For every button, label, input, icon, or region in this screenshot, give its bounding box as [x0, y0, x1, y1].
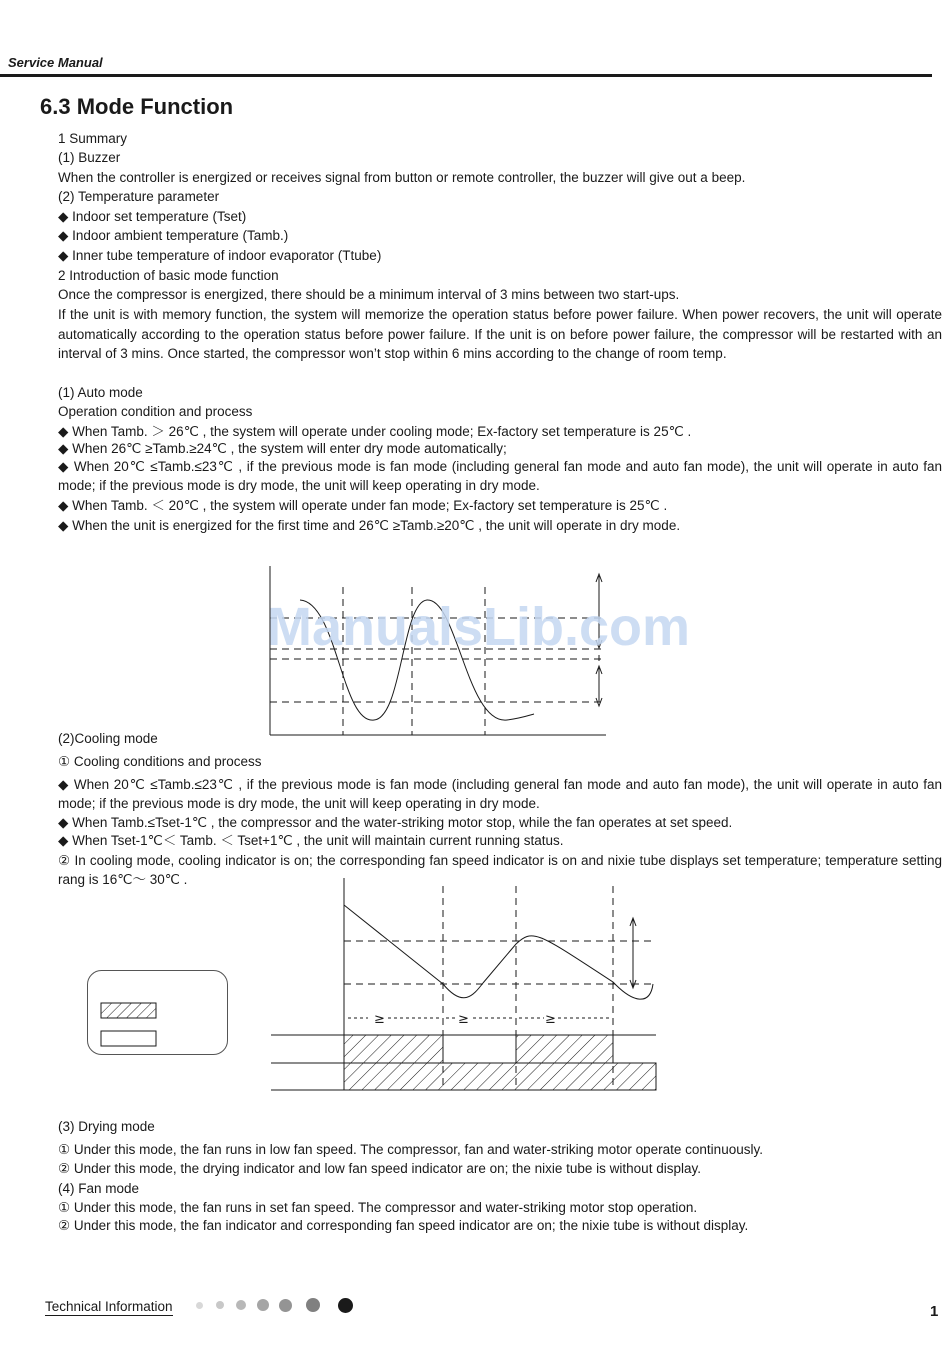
drying-item-2: ② Under this mode, the drying indicator and low fan speed indicator are on; the nixie tube is without display. — [58, 1161, 701, 1176]
progress-dot-5 — [279, 1299, 292, 1312]
buzzer-heading: (1) Buzzer — [58, 150, 121, 165]
compressor-on-bars — [344, 1035, 613, 1063]
manual-header: Service Manual — [8, 55, 103, 70]
legend-swatch-on — [101, 1003, 156, 1018]
intro-line: Once the compressor is energized, there should be a minimum interval of 3 mins between two start-ups. — [58, 287, 680, 302]
watermark: ManualsLib.com — [267, 597, 691, 657]
memory-paragraph: If the unit is with memory function, the system will memorize the operation status before power failure. When power recovers, the unit will operate automatically according to the operation status before power failure. If the unit is on before power failure, the compressor will be restarted with an interval of 3 mins. Once started, the compressor won’t stop within 6 mins according to the change of room temp. — [58, 307, 942, 361]
summary-heading: 1 Summary — [58, 131, 128, 146]
page-number: 1 — [930, 1303, 939, 1320]
cooling-mode-heading: (2)Cooling mode — [58, 731, 158, 746]
drying-mode-heading: (3) Drying mode — [58, 1119, 155, 1134]
range-arrow — [630, 918, 636, 988]
auto-mode-subheading: Operation condition and process — [58, 404, 253, 419]
progress-dot-2 — [216, 1301, 224, 1309]
progress-dot-1 — [196, 1302, 203, 1309]
drying-item-1: ① Under this mode, the fan runs in low fan speed. The compressor, fan and water-striking motor operate continuously. — [58, 1142, 763, 1157]
header-divider — [0, 74, 932, 77]
progress-dot-4 — [257, 1299, 269, 1311]
cooling-item-1: ◆ When 20℃ ≤Tamb.≤23℃ , if the previous mode is fan mode (including general fan mode and auto fan mode), the unit will operate in auto fan mode; if the previous mode is dry mode, the unit will keep operating in dry mode. — [58, 775, 942, 813]
cooling-item-2: ◆ When Tamb.≤Tset-1℃ , the compressor and the water-striking motor stop, while the fan operates at set speed. — [58, 813, 732, 832]
interval-symbol-3: ≥ — [545, 1012, 556, 1027]
cooling-conditions-heading: ① Cooling conditions and process — [58, 754, 262, 769]
temp-parameter-heading: (2) Temperature parameter — [58, 189, 220, 204]
buzzer-text: When the controller is energized or receives signal from button or remote controller, the buzzer will give out a beep. — [58, 170, 746, 185]
auto-item-1: ◆ When Tamb. ＞ 26℃ , the system will operate under cooling mode; Ex-factory set temperature is 25℃ . — [58, 422, 691, 441]
section-title: 6.3 Mode Function — [40, 94, 234, 119]
cooling-mode-timing-chart — [268, 878, 663, 1093]
temp-item-ttube: ◆ Inner tube temperature of indoor evaporator (Ttube) — [58, 246, 381, 265]
fan-on-bar — [344, 1063, 656, 1090]
fan-mode-heading: (4) Fan mode — [58, 1181, 140, 1196]
auto-item-5: ◆ When the unit is energized for the first time and 26℃ ≥Tamb.≥20℃ , the unit will operate in dry mode. — [58, 516, 680, 535]
temp-item-tset: ◆ Indoor set temperature (Tset) — [58, 207, 246, 226]
auto-mode-heading: (1) Auto mode — [58, 385, 143, 400]
footer-section-label: Technical Information — [45, 1299, 173, 1314]
progress-dot-current — [338, 1298, 353, 1313]
cooling-indicator-note: ② In cooling mode, cooling indicator is on; the corresponding fan speed indicator is on and nixie tube displays set temperature; temperature setting rang is 16℃～ 30℃ . — [58, 853, 942, 887]
intro-heading: 2 Introduction of basic mode function — [58, 268, 279, 283]
cooling-legend — [86, 969, 231, 1059]
interval-symbol-1: ≥ — [374, 1012, 385, 1027]
ambient-temp-curve — [344, 905, 653, 999]
auto-item-3: ◆ When 20℃ ≤Tamb.≤23℃ , if the previous mode is fan mode (including general fan mode and auto fan mode), the unit will operate in auto fan mode; if the previous mode is dry mode, the unit will keep operating in dry mode. — [58, 457, 942, 495]
temp-item-tamb: ◆ Indoor ambient temperature (Tamb.) — [58, 226, 288, 245]
interval-symbol-2: ≥ — [458, 1012, 469, 1027]
fan-item-2: ② Under this mode, the fan indicator and corresponding fan speed indicator are on; the nixie tube is without display. — [58, 1218, 749, 1233]
progress-dot-6 — [306, 1298, 320, 1312]
progress-dot-3 — [236, 1300, 246, 1310]
fan-item-1: ① Under this mode, the fan runs in set fan speed. The compressor and water-striking motor stop operation. — [58, 1200, 698, 1215]
legend-swatch-off — [101, 1031, 156, 1046]
cooling-item-3: ◆ When Tset-1℃＜ Tamb. ＜ Tset+1℃ , the unit will maintain current running status. — [58, 831, 564, 850]
auto-item-2: ◆ When 26℃ ≥Tamb.≥24℃ , the system will enter dry mode automatically; — [58, 439, 507, 458]
auto-item-4: ◆ When Tamb. ＜ 20℃ , the system will operate under fan mode; Ex-factory set temperature is 25℃ . — [58, 496, 667, 515]
